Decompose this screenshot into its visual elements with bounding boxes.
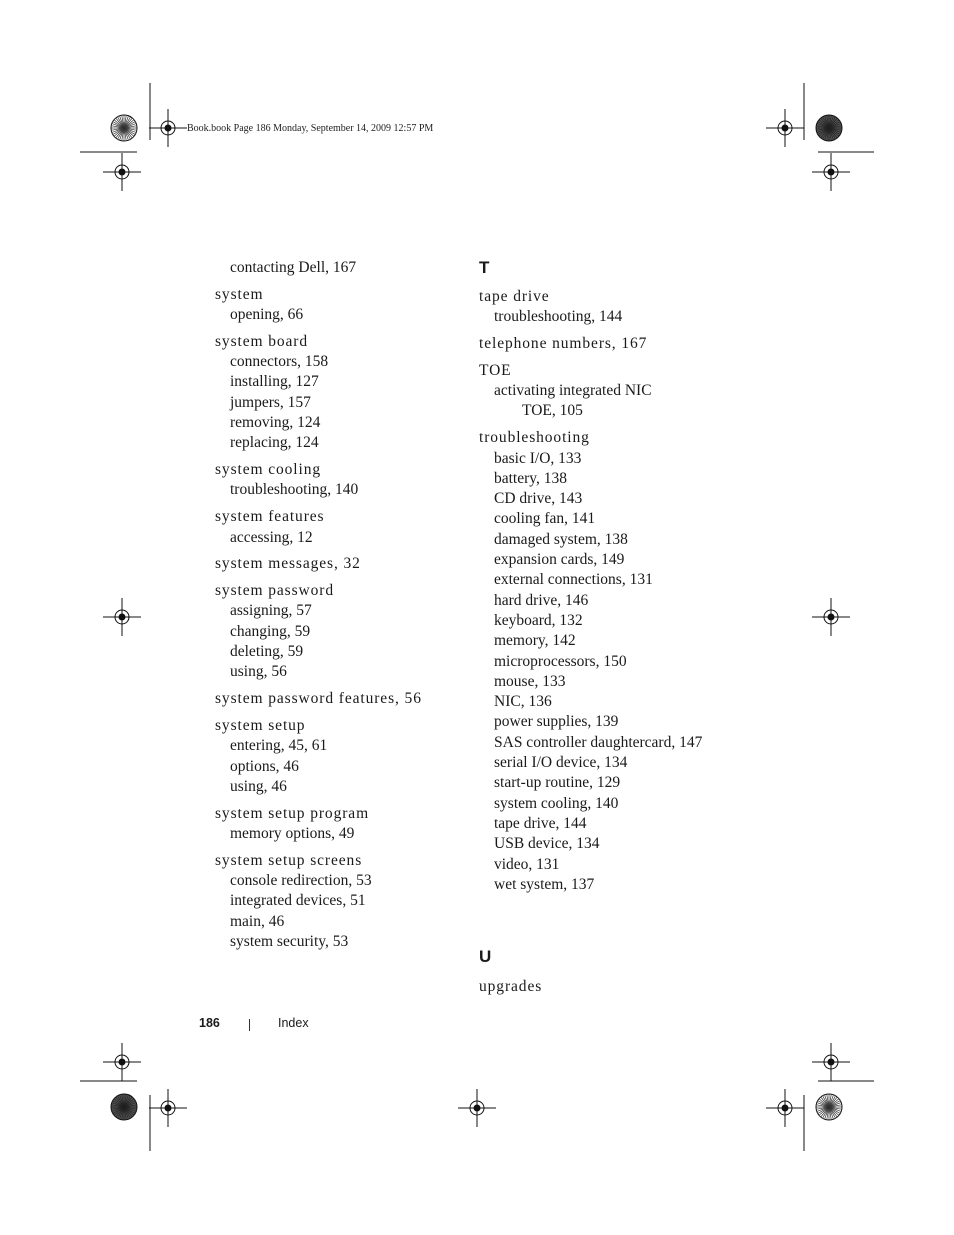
index-term: TOE [479, 361, 512, 379]
index-subterm: NIC, 136 [494, 693, 552, 711]
index-subterm: options, 46 [230, 757, 299, 775]
index-subterm: installing, 127 [230, 373, 319, 391]
index-column-left [215, 258, 455, 959]
index-subterm: power supplies, 139 [494, 713, 619, 731]
index-subterm: system security, 53 [230, 932, 349, 950]
index-subterm: opening, 66 [230, 306, 304, 324]
index-term: system cooling [215, 461, 322, 479]
index-subterm: main, 46 [230, 912, 285, 930]
index-subterm: using, 46 [230, 777, 287, 795]
index-entry [479, 428, 739, 895]
index-entry [215, 689, 455, 709]
index-subterm: memory, 142 [494, 632, 576, 650]
index-subterm: activating integrated NIC [494, 382, 652, 400]
index-term: system setup screens [215, 851, 363, 869]
footer-divider [249, 1019, 250, 1031]
index-term: tape drive [479, 288, 550, 305]
index-subterm: CD drive, 143 [494, 490, 583, 508]
index-subterm: wet system, 137 [494, 875, 595, 893]
index-term: upgrades [479, 978, 543, 996]
index-entry [479, 361, 739, 422]
index-subterm: changing, 59 [230, 622, 311, 640]
section-u-entries [479, 977, 739, 997]
index-subterm: mouse, 133 [494, 672, 566, 690]
index-subterm: memory options, 49 [230, 824, 355, 842]
index-subterm: microprocessors, 150 [494, 652, 627, 670]
page-number: 186 [199, 1016, 220, 1030]
index-subterm: using, 56 [230, 663, 287, 681]
index-subterm: accessing, 12 [230, 528, 313, 546]
index-subterm: USB device, 134 [494, 835, 600, 853]
index-term: system setup [215, 716, 306, 734]
index-entry [215, 332, 455, 454]
index-term: system messages, 32 [215, 555, 361, 573]
index-subterm: entering, 45, 61 [230, 737, 328, 755]
index-subterm: jumpers, 157 [230, 393, 311, 411]
index-term: system board [215, 332, 309, 350]
index-entry [215, 460, 455, 501]
index-subterm: system cooling, 140 [494, 794, 619, 812]
section-letter-t: T [479, 258, 490, 277]
index-term: troubleshooting [479, 429, 590, 447]
index-subterm: SAS controller daughtercard, 147 [494, 733, 703, 751]
index-subterm: assigning, 57 [230, 602, 312, 620]
index-subterm: integrated devices, 51 [230, 892, 366, 910]
index-entry [215, 258, 455, 278]
index-entry [215, 804, 455, 845]
index-subterm: cooling fan, 141 [494, 510, 596, 528]
index-entry [215, 554, 455, 574]
index-entry [215, 285, 455, 326]
index-column-right [479, 258, 739, 1004]
index-term: system password [215, 582, 334, 600]
index-entry [215, 716, 455, 797]
index-subterm: troubleshooting, 144 [494, 308, 623, 326]
index-subterm: console redirection, 53 [230, 872, 372, 890]
index-entry [479, 977, 739, 997]
index-subterm: expansion cards, 149 [494, 551, 625, 569]
index-entry [479, 334, 739, 354]
index-subterm: video, 131 [494, 855, 560, 873]
index-term: system [215, 285, 264, 303]
index-subterm: removing, 124 [230, 414, 321, 432]
index-subterm: external connections, 131 [494, 571, 653, 589]
index-subterm: start-up routine, 129 [494, 774, 621, 792]
index-entry [215, 581, 455, 682]
index-subterm: connectors, 158 [230, 353, 329, 371]
index-subterm: keyboard, 132 [494, 611, 583, 629]
index-term: system password features, 56 [215, 690, 422, 708]
index-entry [479, 287, 739, 328]
index-term: system setup program [215, 804, 370, 822]
index-subterm: troubleshooting, 140 [230, 481, 359, 499]
index-subterm: deleting, 59 [230, 643, 304, 661]
index-subterm-continuation: TOE, 105 [522, 402, 583, 420]
index-term: telephone numbers, 167 [479, 335, 648, 353]
index-term: system features [215, 508, 325, 526]
index-entry [215, 507, 455, 548]
index-subterm: basic I/O, 133 [494, 449, 582, 467]
index-subterm: contacting Dell, 167 [230, 259, 357, 276]
index-subterm: hard drive, 146 [494, 591, 589, 609]
index-subterm: replacing, 124 [230, 434, 319, 452]
index-subterm: damaged system, 138 [494, 530, 628, 548]
index-subterm: tape drive, 144 [494, 814, 587, 832]
index-subterm: battery, 138 [494, 469, 568, 487]
section-letter-u: U [479, 947, 492, 967]
index-entry [215, 851, 455, 952]
section-t-entries [479, 287, 739, 895]
footer-section-label: Index [278, 1016, 309, 1030]
index-subterm: serial I/O device, 134 [494, 754, 628, 772]
print-slug-header: Book.book Page 186 Monday, September 14, 2009 12:57 PM [187, 123, 434, 134]
